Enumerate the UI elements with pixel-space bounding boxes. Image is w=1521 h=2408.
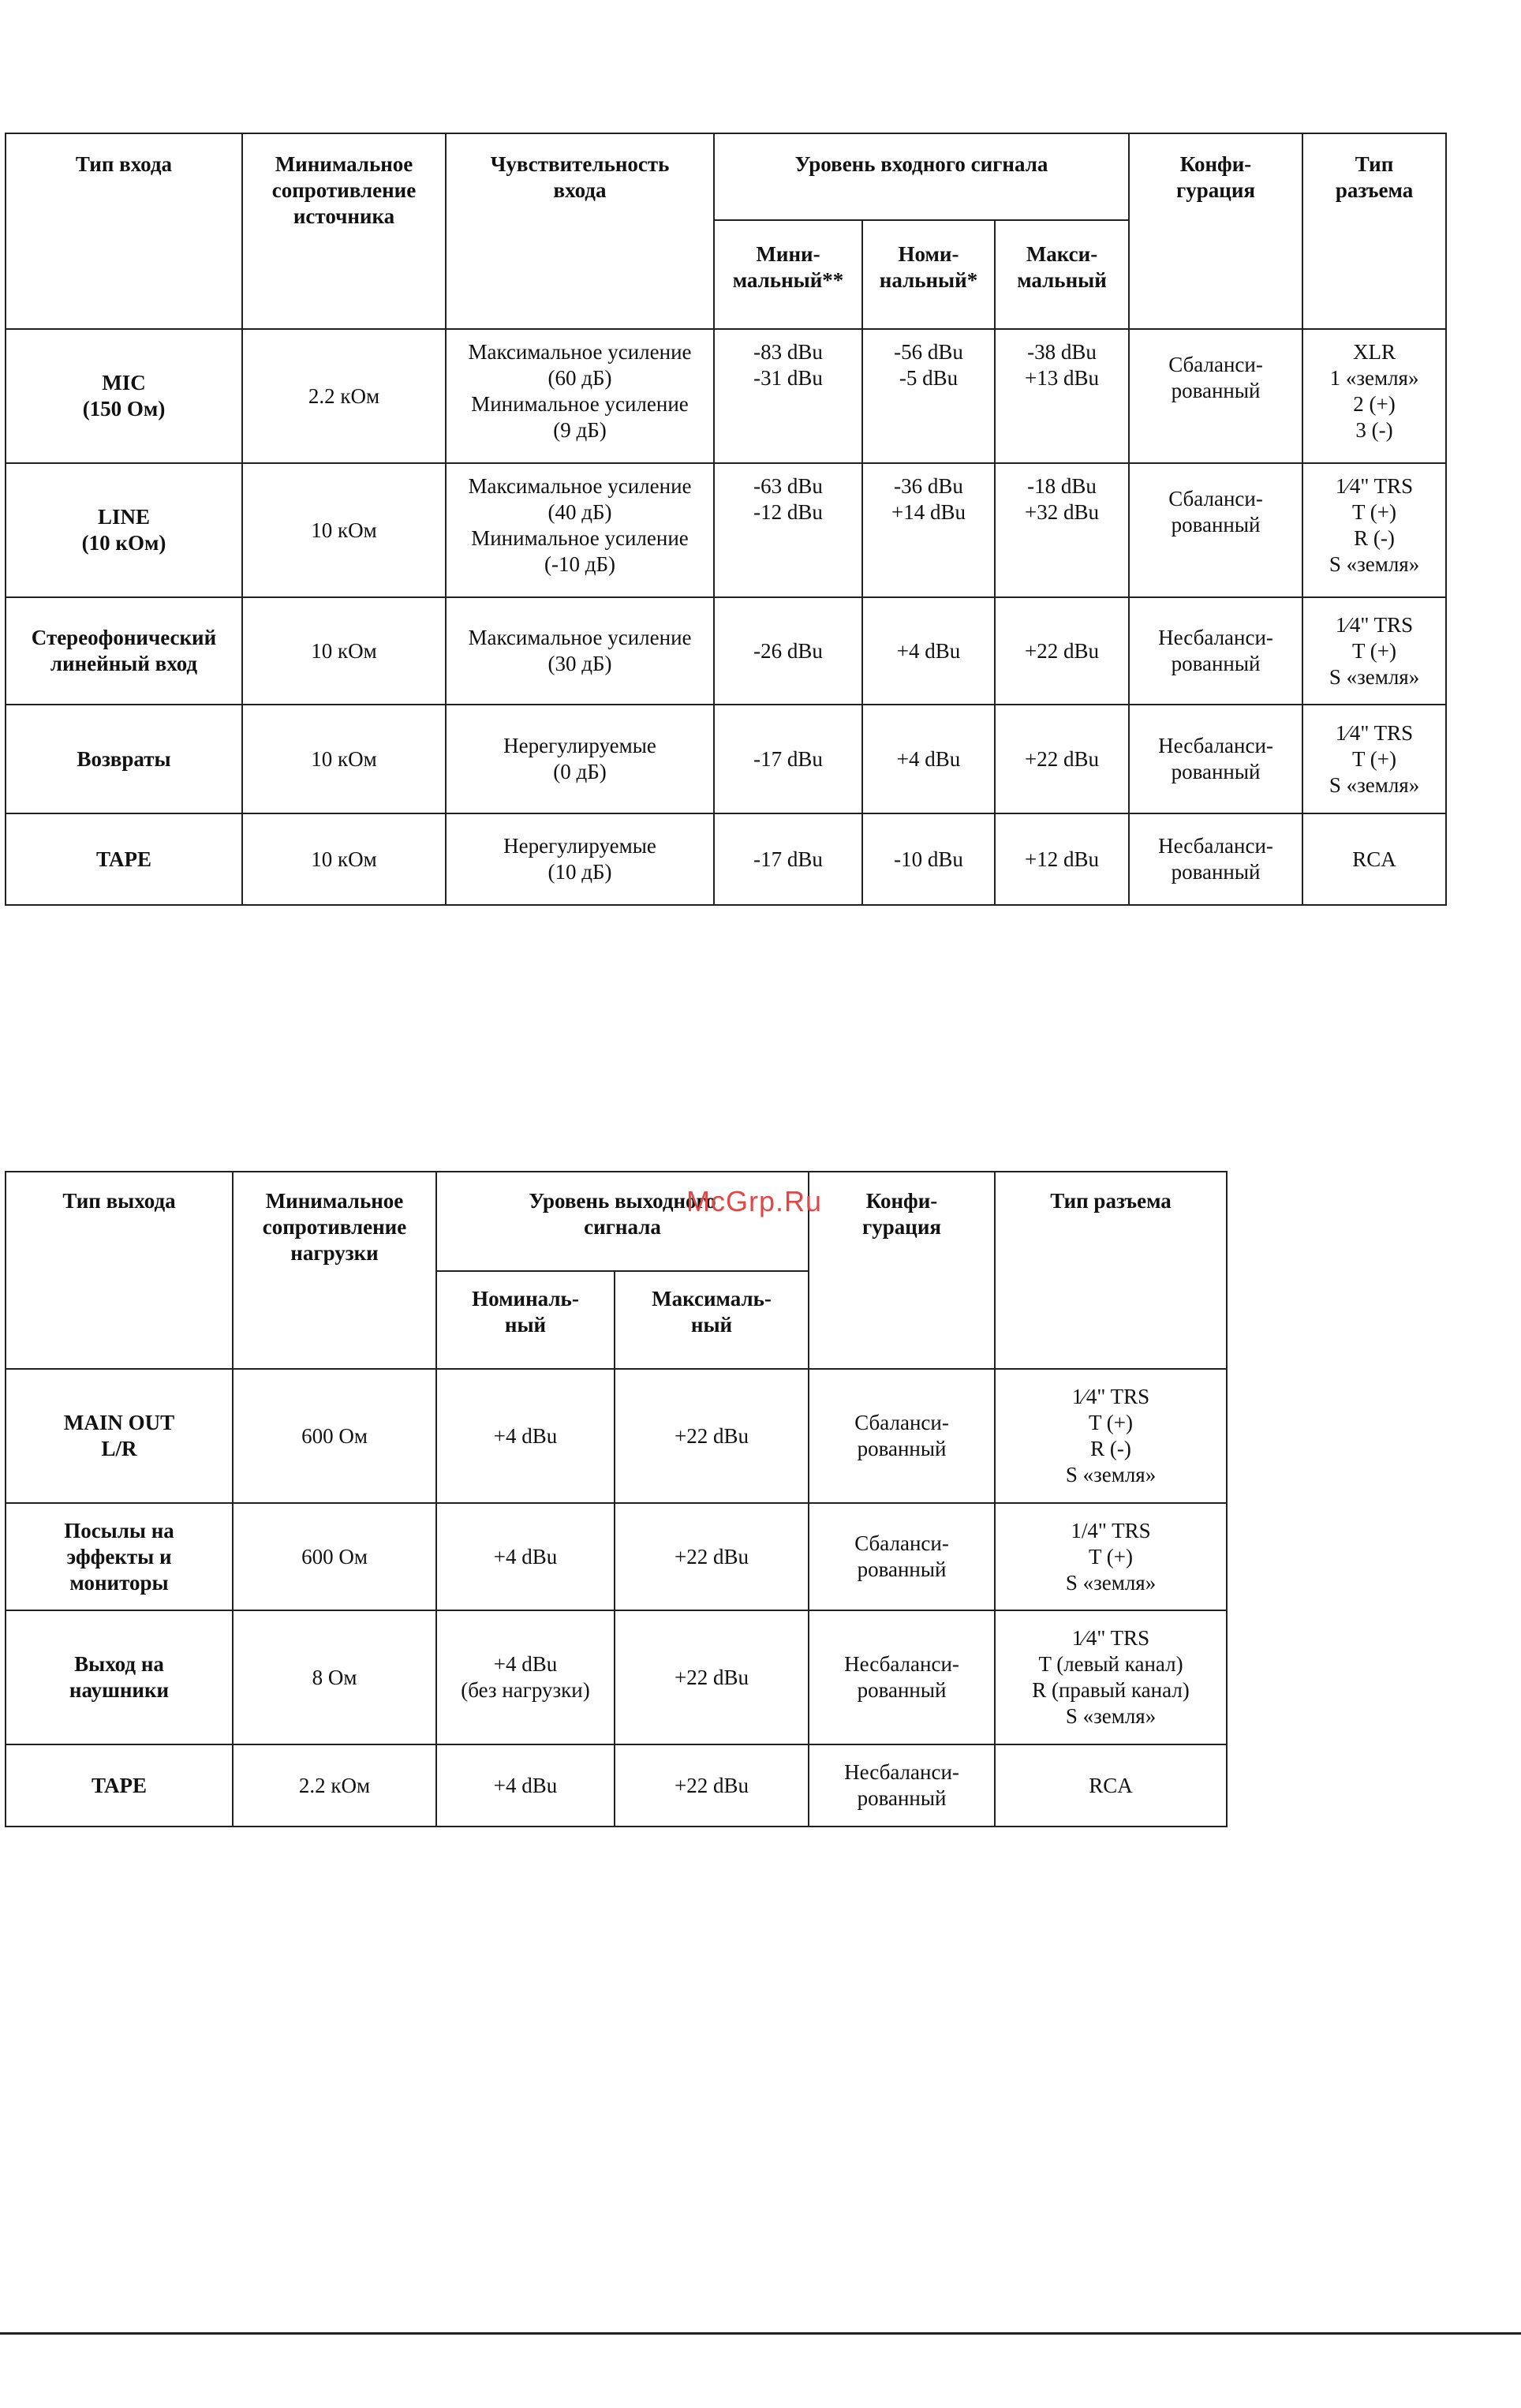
footer-divider bbox=[0, 2332, 1521, 2335]
watermark-text: McGrp.Ru bbox=[686, 1185, 823, 1217]
level-min-cell: -26 dBu bbox=[714, 597, 862, 705]
level-nom-cell: +4 dBu bbox=[436, 1503, 615, 1610]
outputs-spec-table bbox=[5, 1171, 1228, 1827]
config-cell: Несбаланси- рованный bbox=[809, 1744, 995, 1827]
header-level-nom: Номи- нальный* bbox=[862, 220, 995, 329]
level-max-cell: +22 dBu bbox=[615, 1503, 809, 1610]
inputs-header-row bbox=[6, 133, 1446, 220]
output-type-cell: Посылы на эффекты и мониторы bbox=[6, 1503, 233, 1610]
impedance-cell: 10 кОм bbox=[242, 463, 446, 597]
config-cell: Сбаланси- рованный bbox=[1129, 329, 1302, 463]
connector-cell: 1⁄4" TRS T (+) S «земля» bbox=[1302, 597, 1446, 705]
level-value: -36 dBu bbox=[894, 474, 963, 498]
table-row bbox=[6, 813, 1446, 905]
header-output-level-group: Уровень выходного сигнала bbox=[436, 1172, 809, 1271]
inputs-spec-table bbox=[5, 133, 1447, 906]
load-cell: 600 Ом bbox=[233, 1369, 436, 1503]
config-cell: Сбаланси- рованный bbox=[1129, 463, 1302, 597]
input-type-cell: TAPE bbox=[6, 813, 242, 905]
outputs-header-row bbox=[6, 1172, 1227, 1271]
level-max-cell: +22 dBu bbox=[995, 597, 1129, 705]
load-cell: 600 Ом bbox=[233, 1503, 436, 1610]
connector-cell: 1⁄4" TRS T (+) R (-) S «земля» bbox=[1302, 463, 1446, 597]
level-nom-cell: +4 dBu bbox=[862, 705, 995, 813]
level-value: -63 dBu bbox=[753, 474, 823, 498]
header-input-type: Тип входа bbox=[6, 133, 242, 329]
level-nom-cell: +4 dBu bbox=[436, 1369, 615, 1503]
sensitivity-cell: Нерегулируемые (0 дБ) bbox=[446, 705, 714, 813]
input-type-cell: LINE (10 кОм) bbox=[6, 463, 242, 597]
table-row bbox=[6, 1610, 1227, 1744]
level-min-cell bbox=[714, 329, 862, 463]
header-min-load-impedance: Минимальное сопротивление нагрузки bbox=[233, 1172, 436, 1369]
header-configuration: Конфи- гурация bbox=[809, 1172, 995, 1369]
config-cell: Несбаланси- рованный bbox=[1129, 705, 1302, 813]
connector-cell: RCA bbox=[1302, 813, 1446, 905]
level-nom-cell bbox=[862, 329, 995, 463]
sensitivity-cell: Нерегулируемые (10 дБ) bbox=[446, 813, 714, 905]
config-cell: Несбаланси- рованный bbox=[1129, 597, 1302, 705]
level-value: -18 dBu bbox=[1027, 474, 1097, 498]
level-value: -12 dBu bbox=[753, 500, 823, 524]
level-min-cell: -17 dBu bbox=[714, 813, 862, 905]
header-connector-type: Тип разъема bbox=[995, 1172, 1227, 1369]
output-type-cell: TAPE bbox=[6, 1744, 233, 1827]
sensitivity-cell: Максимальное усиление (40 дБ) Минимальное усиление (-10 дБ) bbox=[446, 463, 714, 597]
level-max-cell: +22 dBu bbox=[615, 1744, 809, 1827]
header-input-sensitivity: Чувствительность входа bbox=[446, 133, 714, 329]
input-type-cell: Стереофонический линейный вход bbox=[6, 597, 242, 705]
level-value: -56 dBu bbox=[894, 340, 963, 364]
level-value: +13 dBu bbox=[1025, 366, 1100, 390]
connector-cell: 1⁄4" TRS T (левый канал) R (правый канал) S «земля» bbox=[995, 1610, 1227, 1744]
level-value: -31 dBu bbox=[753, 366, 823, 390]
level-value: -38 dBu bbox=[1027, 340, 1097, 364]
sensitivity-cell: Максимальное усиление (30 дБ) bbox=[446, 597, 714, 705]
header-output-type: Тип выхода bbox=[6, 1172, 233, 1369]
level-nom-cell: -10 dBu bbox=[862, 813, 995, 905]
impedance-cell: 10 кОм bbox=[242, 813, 446, 905]
impedance-cell: 10 кОм bbox=[242, 597, 446, 705]
level-value: +14 dBu bbox=[891, 500, 966, 524]
level-max-cell: +22 dBu bbox=[615, 1610, 809, 1744]
impedance-cell: 10 кОм bbox=[242, 705, 446, 813]
config-cell: Сбаланси- рованный bbox=[809, 1369, 995, 1503]
level-value: -5 dBu bbox=[899, 366, 959, 390]
connector-cell: 1/4" TRS T (+) S «земля» bbox=[995, 1503, 1227, 1610]
table-row bbox=[6, 1503, 1227, 1610]
connector-cell: 1⁄4" TRS T (+) R (-) S «земля» bbox=[995, 1369, 1227, 1503]
table-row bbox=[6, 329, 1446, 463]
level-max-cell: +22 dBu bbox=[995, 705, 1129, 813]
connector-cell: XLR 1 «земля» 2 (+) 3 (-) bbox=[1302, 329, 1446, 463]
connector-cell: 1⁄4" TRS T (+) S «земля» bbox=[1302, 705, 1446, 813]
output-type-cell: MAIN OUT L/R bbox=[6, 1369, 233, 1503]
table-row bbox=[6, 463, 1446, 597]
config-cell: Несбаланси- рованный bbox=[1129, 813, 1302, 905]
header-input-level-group: Уровень входного сигнала bbox=[714, 133, 1129, 220]
connector-cell: RCA bbox=[995, 1744, 1227, 1827]
level-nom-cell: +4 dBu bbox=[436, 1744, 615, 1827]
impedance-cell: 2.2 кОм bbox=[242, 329, 446, 463]
level-nom-cell bbox=[862, 463, 995, 597]
input-type-cell: MIC (150 Ом) bbox=[6, 329, 242, 463]
table-row bbox=[6, 597, 1446, 705]
header-level-min: Мини- мальный** bbox=[714, 220, 862, 329]
sensitivity-cell: Максимальное усиление (60 дБ) Минимальное усиление (9 дБ) bbox=[446, 329, 714, 463]
level-value: +32 dBu bbox=[1025, 500, 1100, 524]
config-cell: Несбаланси- рованный bbox=[809, 1610, 995, 1744]
header-level-nom: Номиналь- ный bbox=[436, 1271, 615, 1369]
config-cell: Сбаланси- рованный bbox=[809, 1503, 995, 1610]
input-type-cell: Возвраты bbox=[6, 705, 242, 813]
header-configuration: Конфи- гурация bbox=[1129, 133, 1302, 329]
level-nom-cell: +4 dBu bbox=[862, 597, 995, 705]
level-max-cell: +12 dBu bbox=[995, 813, 1129, 905]
output-type-cell: Выход на наушники bbox=[6, 1610, 233, 1744]
level-nom-cell: +4 dBu (без нагрузки) bbox=[436, 1610, 615, 1744]
table-row bbox=[6, 705, 1446, 813]
level-min-cell bbox=[714, 463, 862, 597]
load-cell: 8 Ом bbox=[233, 1610, 436, 1744]
header-connector-type: Тип разъема bbox=[1302, 133, 1446, 329]
level-max-cell bbox=[995, 329, 1129, 463]
level-max-cell bbox=[995, 463, 1129, 597]
level-value: -83 dBu bbox=[753, 340, 823, 364]
table-row bbox=[6, 1744, 1227, 1827]
header-level-max: Максималь- ный bbox=[615, 1271, 809, 1369]
level-max-cell: +22 dBu bbox=[615, 1369, 809, 1503]
table-row bbox=[6, 1369, 1227, 1503]
level-min-cell: -17 dBu bbox=[714, 705, 862, 813]
header-level-max: Макси- мальный bbox=[995, 220, 1129, 329]
header-min-source-impedance: Минимальное сопротивление источника bbox=[242, 133, 446, 329]
load-cell: 2.2 кОм bbox=[233, 1744, 436, 1827]
